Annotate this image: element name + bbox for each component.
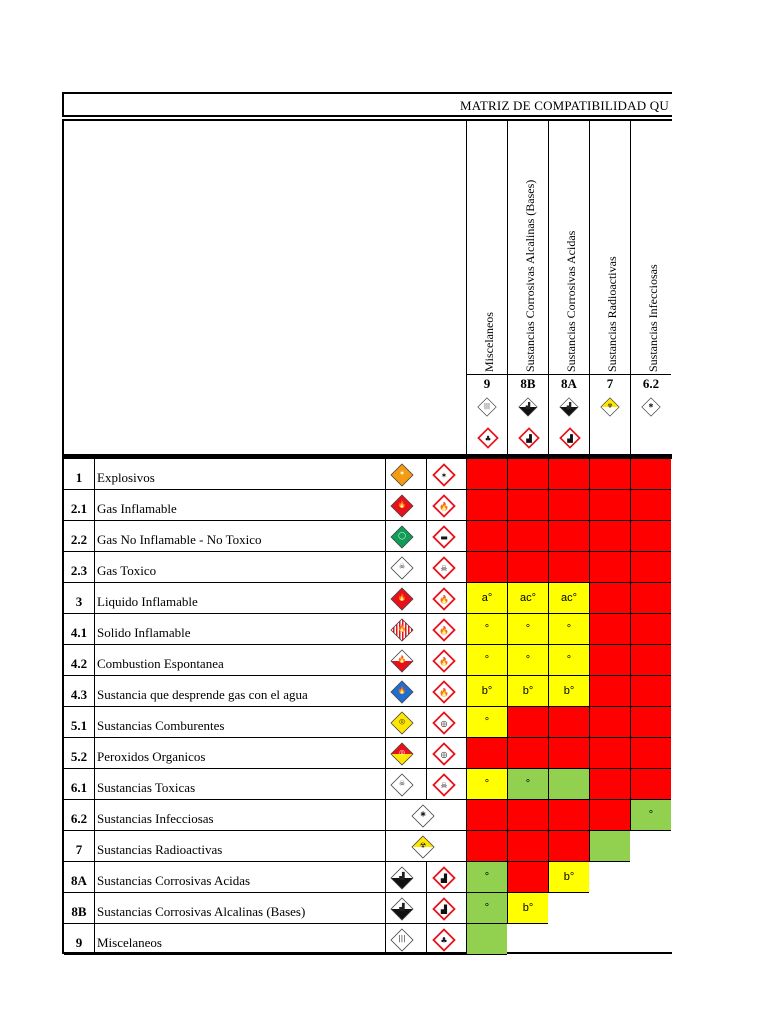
divider: [94, 521, 95, 552]
row-name: Sustancias Radioactivas: [97, 842, 223, 857]
compat-cell: [466, 459, 507, 490]
hazard-label-icon: [390, 649, 414, 673]
compat-cell: [507, 738, 548, 769]
compat-cell: b°: [466, 676, 507, 707]
svg-text:▟: ▟: [567, 433, 573, 443]
compat-cell: [507, 459, 548, 490]
compat-cell: [589, 552, 630, 583]
compat-cell: [630, 583, 671, 614]
compat-cell: [548, 521, 589, 552]
compat-cell: [630, 552, 671, 583]
divider: [385, 645, 386, 676]
row-name: Explosivos: [97, 470, 155, 485]
hazard-label-icon: [390, 587, 414, 611]
matrix-row: [64, 769, 670, 800]
compat-cell: [466, 738, 507, 769]
matrix-row: [64, 521, 670, 552]
matrix-row: [64, 490, 670, 521]
hazard-label-icon: [390, 742, 414, 766]
compat-cell: [466, 924, 507, 955]
divider: [94, 862, 95, 893]
column-code: 7: [590, 374, 630, 393]
compat-cell: [466, 490, 507, 521]
corrosive-label-icon: [559, 397, 579, 417]
svg-text:🔥: 🔥: [397, 500, 407, 509]
row-code: 2.1: [70, 501, 88, 516]
divider: [385, 707, 386, 738]
compat-cell: [589, 583, 630, 614]
compat-cell: [630, 707, 671, 738]
row-code: 5.1: [70, 718, 88, 733]
compat-cell: [589, 707, 630, 738]
divider: [385, 552, 386, 583]
divider: [385, 862, 386, 893]
svg-text:♣: ♣: [484, 433, 492, 443]
svg-text:🔥: 🔥: [397, 655, 407, 664]
compat-cell: °: [507, 614, 548, 645]
hazard-label-icon: [390, 680, 414, 704]
matrix-row: [64, 645, 670, 676]
divider: [385, 459, 386, 490]
row-code: 4.1: [70, 625, 88, 640]
svg-text:🔥: 🔥: [439, 595, 449, 604]
compat-cell: [630, 614, 671, 645]
ghs-pictogram-icon: [432, 649, 456, 673]
compat-cell: [507, 800, 548, 831]
corrosive-pictogram-icon: [559, 427, 581, 449]
divider: [426, 738, 427, 769]
divider: [94, 893, 95, 924]
row-code: 9: [75, 935, 83, 950]
compat-cell: [548, 552, 589, 583]
hazard-label-icon: [411, 835, 435, 859]
compat-cell: b°: [548, 862, 589, 893]
ghs-pictogram-icon: [432, 928, 456, 952]
divider: [385, 490, 386, 521]
hazard-label-icon: [390, 525, 414, 549]
divider: [385, 583, 386, 614]
divider: [94, 676, 95, 707]
column-code: 8A: [549, 374, 589, 393]
compat-cell: [548, 459, 589, 490]
compat-cell: [630, 645, 671, 676]
hazard-label-icon: [390, 494, 414, 518]
hazard-label-icon: [390, 711, 414, 735]
svg-text:✶: ✶: [440, 471, 448, 480]
compat-cell: [589, 800, 630, 831]
svg-text:▬: ▬: [440, 533, 448, 542]
divider: [94, 614, 95, 645]
column-name-wrap: [590, 121, 630, 374]
ghs-pictogram-icon: [432, 773, 456, 797]
compat-cell: [548, 800, 589, 831]
row-code: 1: [75, 470, 83, 485]
compat-cell: °: [548, 645, 589, 676]
column-header: [548, 121, 589, 456]
svg-text:🔥: 🔥: [439, 688, 449, 697]
ghs-pictogram-icon: [432, 618, 456, 642]
hazard-label-icon: [390, 463, 414, 487]
divider: [385, 893, 386, 924]
matrix-body: [62, 456, 672, 954]
hazard-label-icon: [390, 618, 414, 642]
compat-cell: [507, 707, 548, 738]
compat-cell: [589, 490, 630, 521]
column-code: 9: [467, 374, 507, 393]
column-code: 6.2: [631, 374, 671, 393]
divider: [426, 490, 427, 521]
svg-text:☠: ☠: [398, 779, 406, 788]
compat-cell: [466, 800, 507, 831]
column-code: 8B: [508, 374, 548, 393]
compat-cell: °: [630, 800, 671, 831]
svg-text:▟: ▟: [525, 403, 531, 410]
row-code: 4.2: [70, 656, 88, 671]
matrix-row: [64, 583, 670, 614]
infectious-label-icon: [641, 397, 661, 417]
divider: [94, 707, 95, 738]
compat-cell: a°: [466, 583, 507, 614]
svg-text:▟: ▟: [440, 905, 448, 914]
svg-text:✶: ✶: [399, 469, 405, 478]
ghs-pictogram-icon: [432, 897, 456, 921]
compat-cell: °: [466, 707, 507, 738]
svg-text:▟: ▟: [440, 874, 448, 883]
svg-text:🔥: 🔥: [397, 624, 407, 633]
svg-text:🔥: 🔥: [397, 593, 407, 602]
compat-cell: [630, 769, 671, 800]
compat-cell: °: [466, 614, 507, 645]
compat-cell: [589, 738, 630, 769]
divider: [385, 800, 386, 831]
column-name: Sustancias Infecciosas: [646, 264, 660, 372]
row-code: 5.2: [70, 749, 88, 764]
row-name: Sustancias Corrosivas Acidas: [97, 873, 251, 888]
compat-cell: [548, 831, 589, 862]
divider: [385, 924, 386, 955]
compat-cell: b°: [507, 893, 548, 924]
row-name: Gas Toxico: [97, 563, 157, 578]
column-name-wrap: [467, 121, 507, 374]
misc-class9-label-icon: [477, 397, 497, 417]
divider: [94, 490, 95, 521]
compat-cell: [630, 738, 671, 769]
divider: [426, 707, 427, 738]
svg-text:☢: ☢: [419, 841, 427, 850]
svg-text:☠: ☠: [398, 562, 406, 571]
divider: [385, 769, 386, 800]
hazard-label-icon: [411, 804, 435, 828]
compat-cell: [507, 521, 548, 552]
svg-text:✱: ✱: [420, 810, 426, 819]
column-name: Sustancias Corrosivas Acidas: [564, 230, 578, 372]
column-header: [589, 121, 630, 456]
compat-cell: [507, 552, 548, 583]
compat-cell: [507, 831, 548, 862]
title-bar: [62, 92, 672, 117]
row-name: Peroxidos Organicos: [97, 749, 206, 764]
hazard-label-icon: [390, 866, 414, 890]
divider: [385, 738, 386, 769]
ghs-pictogram-icon: [432, 463, 456, 487]
matrix-row: [64, 459, 670, 490]
compat-cell: °: [466, 862, 507, 893]
matrix-row: [64, 831, 670, 862]
divider: [94, 645, 95, 676]
svg-text:◎: ◎: [398, 748, 406, 757]
matrix-row: [64, 893, 670, 924]
svg-text:✱: ✱: [648, 403, 654, 410]
compat-cell: [466, 552, 507, 583]
compat-cell: [589, 459, 630, 490]
row-name: Liquido Inflamable: [97, 594, 198, 609]
divider: [94, 831, 95, 862]
compat-cell: ac°: [548, 583, 589, 614]
compat-cell: [507, 490, 548, 521]
row-name: Sustancias Toxicas: [97, 780, 196, 795]
row-code: 8B: [71, 904, 87, 919]
row-name: Combustion Espontanea: [97, 656, 224, 671]
svg-text:▟: ▟: [526, 433, 532, 443]
svg-text:☠: ☠: [440, 781, 448, 790]
compat-cell: [589, 676, 630, 707]
compat-cell: b°: [548, 676, 589, 707]
compat-cell: ac°: [507, 583, 548, 614]
ghs-pictogram-icon: [432, 711, 456, 735]
svg-text:♣: ♣: [440, 936, 448, 945]
divider: [94, 552, 95, 583]
ghs-pictogram-icon: [432, 494, 456, 518]
svg-text:🔥: 🔥: [397, 686, 407, 695]
ghs-pictogram-icon: [432, 742, 456, 766]
divider: [385, 676, 386, 707]
compat-cell: °: [548, 614, 589, 645]
hazard-label-icon: [390, 773, 414, 797]
compat-cell: [548, 738, 589, 769]
compat-cell: [589, 521, 630, 552]
matrix-row: [64, 738, 670, 769]
column-name-wrap: [549, 121, 589, 374]
compat-cell: [466, 831, 507, 862]
row-code: 2.3: [70, 563, 88, 578]
compat-cell: [548, 707, 589, 738]
column-name: Miscelaneos: [482, 312, 496, 372]
hazard-label-icon: [390, 556, 414, 580]
column-header: [507, 121, 548, 456]
column-header-block: [62, 119, 672, 456]
compat-cell: °: [466, 645, 507, 676]
compat-cell: [548, 490, 589, 521]
radioactive-label-icon: [600, 397, 620, 417]
compat-cell: [466, 521, 507, 552]
compat-cell: [630, 521, 671, 552]
compat-cell: [589, 645, 630, 676]
compat-cell: [630, 490, 671, 521]
compat-cell: °: [507, 769, 548, 800]
row-name: Solido Inflamable: [97, 625, 191, 640]
divider: [426, 521, 427, 552]
svg-text:🔥: 🔥: [439, 502, 449, 511]
row-name: Sustancias Infecciosas: [97, 811, 214, 826]
ghs-pictogram-icon: [432, 587, 456, 611]
divider: [426, 552, 427, 583]
svg-text:🔥: 🔥: [439, 657, 449, 666]
column-header: [630, 121, 671, 456]
row-name: Sustancia que desprende gas con el agua: [97, 687, 308, 702]
row-name: Sustancias Corrosivas Alcalinas (Bases): [97, 904, 306, 919]
svg-text:▟: ▟: [566, 403, 572, 410]
compat-cell: [589, 769, 630, 800]
divider: [426, 645, 427, 676]
divider: [94, 738, 95, 769]
ghs-pictogram-icon: [432, 680, 456, 704]
row-name: Gas No Inflamable - No Toxico: [97, 532, 262, 547]
matrix-row: [64, 707, 670, 738]
divider: [385, 831, 386, 862]
svg-text:▟: ▟: [399, 872, 405, 881]
divider: [94, 583, 95, 614]
row-divider: [64, 954, 468, 955]
row-code: 7: [75, 842, 83, 857]
matrix-row: [64, 676, 670, 707]
ghs-pictogram-icon: [432, 556, 456, 580]
compat-cell: °: [466, 769, 507, 800]
svg-text:☢: ☢: [607, 403, 613, 410]
row-code: 6.1: [70, 780, 88, 795]
row-name: Gas Inflamable: [97, 501, 177, 516]
compat-cell: [630, 459, 671, 490]
svg-text:|||: |||: [484, 403, 490, 410]
row-code: 8A: [71, 873, 87, 888]
compat-cell: [507, 862, 548, 893]
matrix-row: [64, 614, 670, 645]
row-code: 2.2: [70, 532, 88, 547]
divider: [426, 583, 427, 614]
row-code: 6.2: [70, 811, 88, 826]
divider: [94, 769, 95, 800]
svg-text:◎: ◎: [398, 717, 406, 726]
column-name-wrap: [631, 121, 671, 374]
matrix-row: [64, 552, 670, 583]
ghs-pictogram-icon: [432, 525, 456, 549]
divider: [426, 862, 427, 893]
compatibility-sheet: [62, 92, 672, 954]
row-code: 3: [75, 594, 83, 609]
svg-text:◯: ◯: [398, 531, 406, 540]
matrix-row: [64, 862, 670, 893]
svg-text:◎: ◎: [440, 719, 448, 728]
matrix-row: [64, 924, 670, 955]
corrosive-label-icon: [518, 397, 538, 417]
row-code: 4.3: [70, 687, 88, 702]
matrix-row: [64, 800, 670, 831]
divider: [426, 676, 427, 707]
compat-cell: b°: [507, 676, 548, 707]
svg-text:🔥: 🔥: [439, 626, 449, 635]
divider: [426, 769, 427, 800]
column-name: Sustancias Corrosivas Alcalinas (Bases): [523, 179, 537, 372]
ghs-pictogram-icon: [432, 866, 456, 890]
hazard-label-icon: [390, 897, 414, 921]
compat-cell: °: [466, 893, 507, 924]
svg-text:☠: ☠: [440, 564, 448, 573]
misc-pictogram-icon: [477, 427, 499, 449]
row-name: Miscelaneos: [97, 935, 162, 950]
svg-text:◎: ◎: [440, 750, 448, 759]
divider: [426, 924, 427, 955]
svg-text:|||: |||: [398, 934, 406, 943]
compat-cell: °: [507, 645, 548, 676]
column-header: [466, 121, 507, 456]
divider: [94, 459, 95, 490]
compat-cell: [589, 614, 630, 645]
corrosive-pictogram-icon: [518, 427, 540, 449]
column-name-wrap: [508, 121, 548, 374]
divider: [385, 614, 386, 645]
divider: [426, 614, 427, 645]
column-name: Sustancias Radioactivas: [605, 256, 619, 372]
matrix-title: MATRIZ DE COMPATIBILIDAD QU: [460, 98, 669, 113]
divider: [426, 459, 427, 490]
svg-text:▟: ▟: [399, 903, 405, 912]
divider: [385, 521, 386, 552]
hazard-label-icon: [390, 928, 414, 952]
divider: [94, 800, 95, 831]
divider: [94, 924, 95, 955]
compat-cell: [589, 831, 630, 862]
row-name: Sustancias Comburentes: [97, 718, 225, 733]
divider: [426, 893, 427, 924]
compat-cell: [548, 769, 589, 800]
compat-cell: [630, 676, 671, 707]
